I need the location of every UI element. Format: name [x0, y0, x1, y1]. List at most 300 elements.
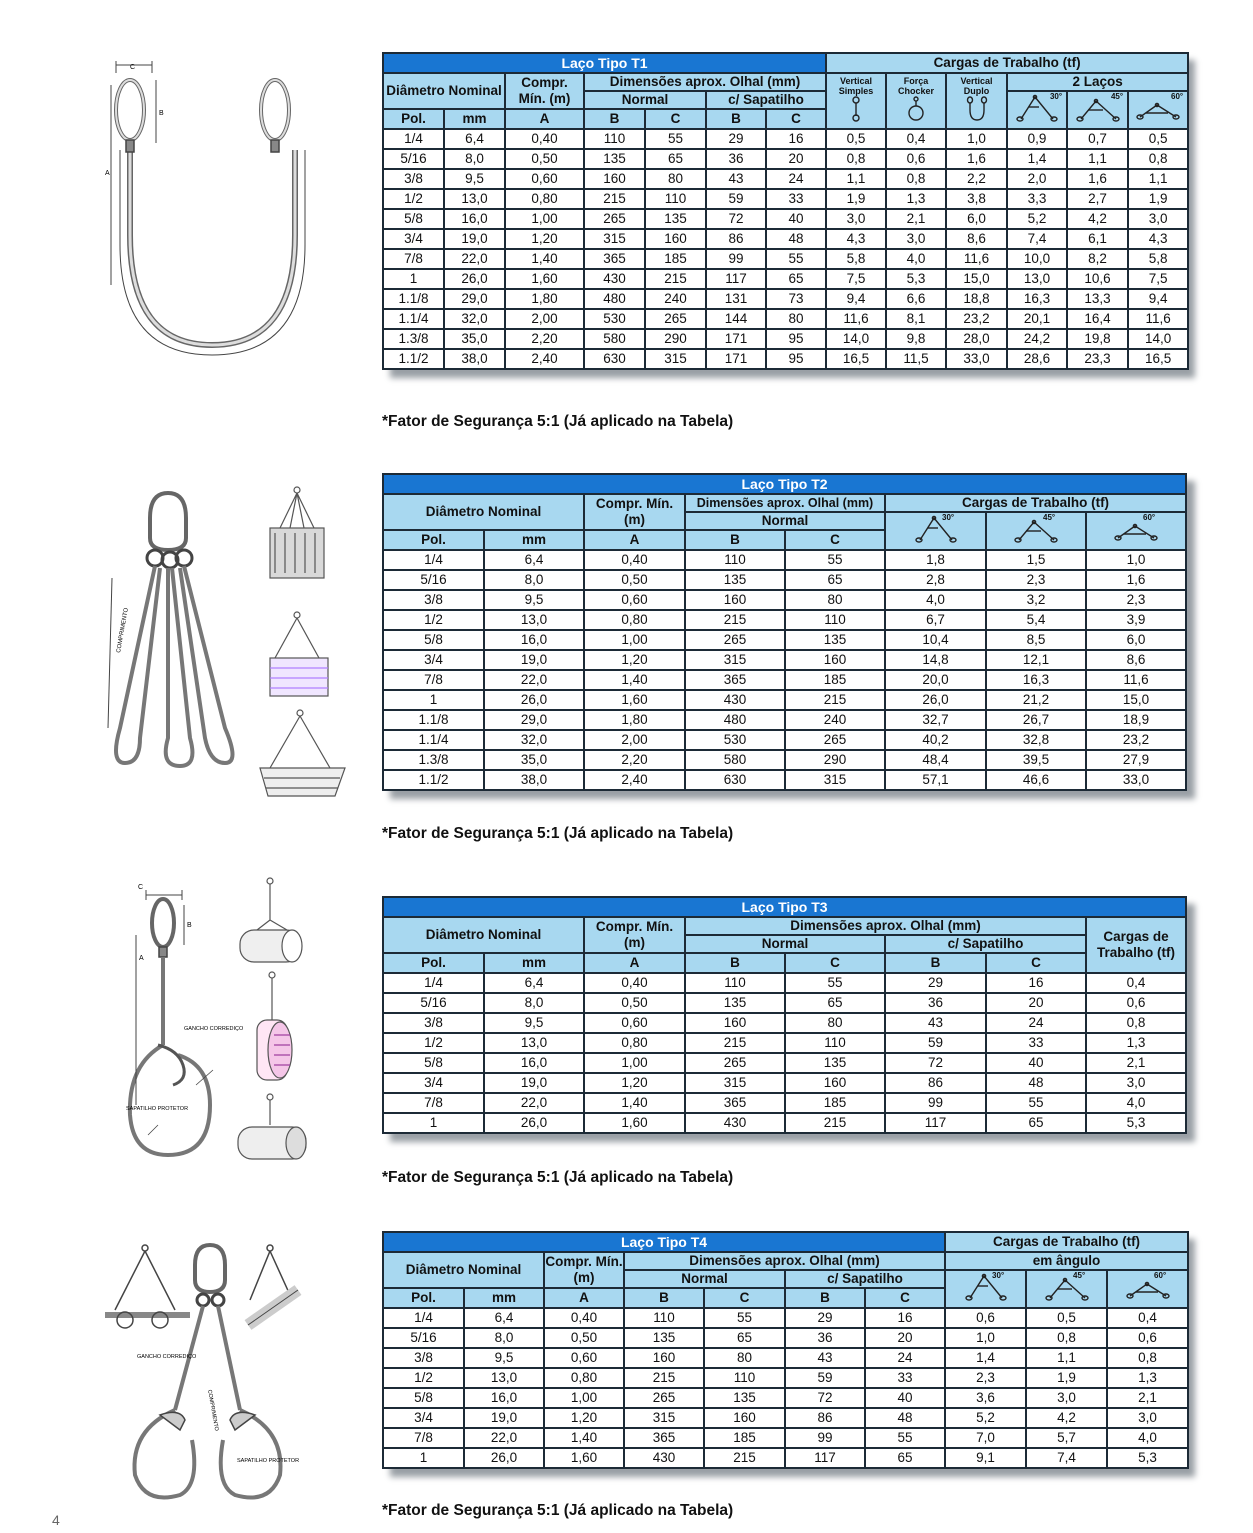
table-cell: 40 [986, 1053, 1086, 1073]
t4-diametro-header: Diâmetro Nominal [383, 1252, 544, 1288]
table-cell: 185 [785, 1093, 885, 1113]
table-cell: 0,60 [544, 1348, 624, 1368]
table-row [383, 289, 1188, 309]
t3-col-a: A [584, 953, 685, 973]
table-cell: 8,0 [484, 570, 584, 590]
table-cell: 19,0 [484, 1073, 584, 1093]
table-row [383, 550, 1186, 570]
table-cell: 13,0 [484, 610, 584, 630]
table-cell: 3/8 [383, 169, 444, 189]
table-cell: 40 [865, 1388, 945, 1408]
table-cell: 1.1/2 [383, 349, 444, 369]
table-cell: 6,4 [484, 550, 584, 570]
table-cell: 1,60 [584, 1113, 685, 1133]
table-cell: 5,3 [1107, 1448, 1188, 1468]
t1-label-a: A [105, 170, 110, 177]
table-cell: 86 [706, 229, 766, 249]
table-cell: 12,1 [986, 650, 1086, 670]
table-cell: 40 [766, 209, 826, 229]
table-row [383, 770, 1186, 790]
t3-dimensoes-header: Dimensões aprox. Olhal (mm) [685, 917, 1086, 935]
table-cell: 365 [584, 249, 645, 269]
t2-col-mm: mm [484, 530, 584, 550]
table-cell: 35,0 [484, 750, 584, 770]
table-cell: 1/4 [383, 129, 444, 149]
t4-title: Laço Tipo T4 [383, 1232, 945, 1252]
t4-body [383, 1308, 1188, 1468]
table-cell: 3/4 [383, 1408, 464, 1428]
t1-col-b: B [584, 109, 645, 129]
table-cell: 39,5 [986, 750, 1086, 770]
t3-table [382, 896, 1187, 1134]
table-cell: 3,0 [886, 229, 946, 249]
table-cell: 6,6 [886, 289, 946, 309]
table-cell: 315 [785, 770, 885, 790]
table-cell: 2,1 [1086, 1053, 1186, 1073]
table-cell: 5,4 [986, 610, 1086, 630]
table-cell: 185 [785, 670, 885, 690]
table-cell: 55 [986, 1093, 1086, 1113]
table-cell: 16 [865, 1308, 945, 1328]
table-cell: 6,0 [946, 209, 1007, 229]
table-cell: 0,4 [886, 129, 946, 149]
table-cell: 240 [785, 710, 885, 730]
table-cell: 160 [704, 1408, 785, 1428]
t4-safety-note: *Fator de Segurança 5:1 (Já aplicado na Tabela) [382, 1502, 734, 1519]
table-cell: 5,8 [1128, 249, 1188, 269]
table-cell: 3,0 [1026, 1388, 1107, 1408]
t3-compr-header: Compr. Mín. (m) [584, 917, 685, 953]
vertical-simples-icon [846, 96, 866, 122]
t2-col-c: C [785, 530, 885, 550]
table-cell: 2,8 [885, 570, 986, 590]
table-cell: 1,1 [1026, 1348, 1107, 1368]
table-cell: 0,80 [505, 189, 584, 209]
table-row [383, 1033, 1186, 1053]
table-cell: 9,5 [484, 1013, 584, 1033]
table-cell: 1,60 [544, 1448, 624, 1468]
t4-label-sapatilho: SAPATILHO PROTETOR [237, 1458, 300, 1464]
table-cell: 65 [704, 1328, 785, 1348]
table-cell: 7,4 [1026, 1448, 1107, 1468]
table-cell: 80 [645, 169, 706, 189]
table-cell: 0,8 [1128, 149, 1188, 169]
t2-angle-60: 60° [1086, 512, 1186, 550]
t2-dimensoes-header: Dimensões aprox. Olhal (mm) [685, 494, 885, 512]
table-cell: 480 [584, 289, 645, 309]
table-cell: 3/4 [383, 229, 444, 249]
t3-normal-header: Normal [685, 935, 885, 953]
table-cell: 5/16 [383, 149, 444, 169]
table-cell: 99 [885, 1093, 986, 1113]
table-cell: 24,2 [1007, 329, 1067, 349]
t1-angle-30: 30° [1007, 91, 1067, 129]
table-cell: 1 [383, 1448, 464, 1468]
table-cell: 59 [885, 1033, 986, 1053]
t1-label-b: B [159, 110, 164, 117]
table-row [383, 129, 1188, 149]
table-cell: 1,9 [1128, 189, 1188, 209]
table-cell: 1.1/8 [383, 710, 484, 730]
table-cell: 13,0 [444, 189, 505, 209]
t1-vertical-simples: Vertical Simples [826, 73, 886, 129]
table-cell: 9,5 [484, 590, 584, 610]
table-row [383, 249, 1188, 269]
table-cell: 16,0 [464, 1388, 544, 1408]
t4-angle-30: 30° [945, 1270, 1026, 1308]
table-cell: 110 [704, 1368, 785, 1388]
table-cell: 55 [785, 550, 885, 570]
table-cell: 5,8 [826, 249, 886, 269]
table-cell: 1,40 [505, 249, 584, 269]
table-cell: 11,6 [1128, 309, 1188, 329]
table-cell: 29 [706, 129, 766, 149]
table-cell: 365 [685, 1093, 785, 1113]
table-cell: 11,5 [886, 349, 946, 369]
table-cell: 365 [685, 670, 785, 690]
table-cell: 110 [785, 610, 885, 630]
table-cell: 16 [986, 973, 1086, 993]
table-cell: 55 [766, 249, 826, 269]
table-row [383, 730, 1186, 750]
table-cell: 8,2 [1067, 249, 1128, 269]
table-cell: 10,4 [885, 630, 986, 650]
table-cell: 135 [785, 630, 885, 650]
table-row [383, 1013, 1186, 1033]
table-cell: 1,1 [1128, 169, 1188, 189]
table-cell: 135 [584, 149, 645, 169]
t2-col-a: A [584, 530, 685, 550]
table-cell: 1,3 [1086, 1033, 1186, 1053]
table-cell: 65 [865, 1448, 945, 1468]
table-cell: 160 [785, 650, 885, 670]
table-cell: 1/2 [383, 189, 444, 209]
table-cell: 1/4 [383, 1308, 464, 1328]
table-cell: 29,0 [444, 289, 505, 309]
table-cell: 1,0 [945, 1328, 1026, 1348]
table-cell: 135 [785, 1053, 885, 1073]
table-cell: 630 [685, 770, 785, 790]
table-cell: 38,0 [484, 770, 584, 790]
table-cell: 160 [584, 169, 645, 189]
table-cell: 19,0 [444, 229, 505, 249]
table-cell: 15,0 [946, 269, 1007, 289]
table-cell: 430 [584, 269, 645, 289]
table-cell: 315 [685, 650, 785, 670]
table-cell: 21,2 [986, 690, 1086, 710]
table-cell: 1/2 [383, 1033, 484, 1053]
table-cell: 80 [766, 309, 826, 329]
t1-compr-header: Compr. Mín. (m) [505, 73, 584, 109]
table-row [383, 1368, 1188, 1388]
t4-cargas-header: Cargas de Trabalho (tf) [945, 1232, 1188, 1252]
table-cell: 630 [584, 349, 645, 369]
t3-col-c: C [785, 953, 885, 973]
t2-title: Laço Tipo T2 [383, 474, 1186, 494]
table-cell: 1,3 [886, 189, 946, 209]
t3-label-a: A [139, 955, 144, 962]
table-cell: 20 [986, 993, 1086, 1013]
table-cell: 110 [685, 550, 785, 570]
table-cell: 95 [766, 329, 826, 349]
table-cell: 0,80 [584, 1033, 685, 1053]
table-cell: 8,0 [484, 993, 584, 1013]
table-cell: 160 [685, 590, 785, 610]
t4-col-pol: Pol. [383, 1288, 464, 1308]
table-cell: 33,0 [1086, 770, 1186, 790]
table-cell: 1,6 [946, 149, 1007, 169]
table-cell: 290 [785, 750, 885, 770]
table-cell: 80 [785, 1013, 885, 1033]
t4-dimensoes-header: Dimensões aprox. Olhal (mm) [624, 1252, 945, 1270]
table-cell: 1/2 [383, 1368, 464, 1388]
table-cell: 215 [624, 1368, 704, 1388]
table-cell: 3/4 [383, 650, 484, 670]
table-row [383, 973, 1186, 993]
table-cell: 1,9 [826, 189, 886, 209]
table-cell: 72 [785, 1388, 865, 1408]
table-row [383, 993, 1186, 1013]
table-cell: 2,2 [946, 169, 1007, 189]
table-cell: 2,40 [584, 770, 685, 790]
t1-col-pol: Pol. [383, 109, 444, 129]
t2-table [382, 473, 1187, 791]
table-cell: 7/8 [383, 249, 444, 269]
table-cell: 3,9 [1086, 610, 1186, 630]
table-cell: 1,20 [584, 1073, 685, 1093]
table-cell: 16,0 [444, 209, 505, 229]
t3-cargas-header: Cargas de Trabalho (tf) [1086, 917, 1186, 973]
table-cell: 18,9 [1086, 710, 1186, 730]
table-cell: 1,1 [826, 169, 886, 189]
table-cell: 0,60 [505, 169, 584, 189]
table-cell: 10,0 [1007, 249, 1067, 269]
table-row [383, 1308, 1188, 1328]
table-cell: 430 [685, 1113, 785, 1133]
table-cell: 33 [986, 1033, 1086, 1053]
t2-normal-header: Normal [685, 512, 885, 530]
table-cell: 160 [685, 1013, 785, 1033]
table-cell: 9,5 [464, 1348, 544, 1368]
table-cell: 265 [685, 630, 785, 650]
table-cell: 0,5 [826, 129, 886, 149]
table-cell: 55 [865, 1428, 945, 1448]
table-cell: 24 [986, 1013, 1086, 1033]
table-cell: 2,3 [945, 1368, 1026, 1388]
table-cell: 1.1/4 [383, 309, 444, 329]
table-cell: 59 [706, 189, 766, 209]
table-cell: 290 [645, 329, 706, 349]
table-cell: 0,50 [584, 570, 685, 590]
table-cell: 265 [584, 209, 645, 229]
table-cell: 33 [766, 189, 826, 209]
table-cell: 65 [645, 149, 706, 169]
table-cell: 35,0 [444, 329, 505, 349]
table-cell: 0,40 [505, 129, 584, 149]
table-cell: 24 [865, 1348, 945, 1368]
table-cell: 215 [584, 189, 645, 209]
table-cell: 24 [766, 169, 826, 189]
table-cell: 265 [624, 1388, 704, 1408]
table-cell: 580 [584, 329, 645, 349]
t1-col-mm: mm [444, 109, 505, 129]
table-row [383, 1408, 1188, 1428]
table-row [383, 149, 1188, 169]
table-row [383, 570, 1186, 590]
table-cell: 48 [766, 229, 826, 249]
table-cell: 1 [383, 1113, 484, 1133]
table-cell: 48 [986, 1073, 1086, 1093]
table-cell: 7/8 [383, 1428, 464, 1448]
t1-cargas-header: Cargas de Trabalho (tf) [826, 53, 1188, 73]
table-cell: 1 [383, 690, 484, 710]
t1-col-c-sap: C [766, 109, 826, 129]
table-cell: 3,0 [826, 209, 886, 229]
table-cell: 7,5 [1128, 269, 1188, 289]
table-cell: 1/4 [383, 973, 484, 993]
t4-table [382, 1231, 1187, 1469]
table-row [383, 1328, 1188, 1348]
table-cell: 48 [865, 1408, 945, 1428]
table-cell: 10,6 [1067, 269, 1128, 289]
table-cell: 3,6 [945, 1388, 1026, 1408]
t3-label-c: C [138, 884, 144, 891]
t4-col-mm: mm [464, 1288, 544, 1308]
table-cell: 0,40 [584, 550, 685, 570]
table-cell: 1,40 [584, 1093, 685, 1113]
table-cell: 1,40 [544, 1428, 624, 1448]
t1-safety-note: *Fator de Segurança 5:1 (Já aplicado na Tabela) [382, 413, 734, 430]
table-cell: 11,6 [946, 249, 1007, 269]
table-cell: 28,6 [1007, 349, 1067, 369]
table-cell: 55 [645, 129, 706, 149]
t1-col-c: C [645, 109, 706, 129]
table-cell: 19,8 [1067, 329, 1128, 349]
table-cell: 215 [704, 1448, 785, 1468]
t4-sapatilho-header: c/ Sapatilho [785, 1270, 945, 1288]
table-cell: 1/2 [383, 610, 484, 630]
table-cell: 22,0 [484, 670, 584, 690]
table-cell: 6,4 [484, 973, 584, 993]
table-cell: 365 [624, 1428, 704, 1448]
t4-col-c: C [704, 1288, 785, 1308]
table-cell: 16,5 [826, 349, 886, 369]
table-cell: 86 [785, 1408, 865, 1428]
table-cell: 530 [685, 730, 785, 750]
t2-safety-note: *Fator de Segurança 5:1 (Já aplicado na Tabela) [382, 825, 734, 842]
table-cell: 20 [766, 149, 826, 169]
table-cell: 23,2 [1086, 730, 1186, 750]
t2-label-comprimento: COMPRIMENTO [116, 607, 130, 654]
table-cell: 14,0 [1128, 329, 1188, 349]
table-cell: 2,3 [986, 570, 1086, 590]
table-cell: 40,2 [885, 730, 986, 750]
t1-dimensoes-header: Dimensões aprox. Olhal (mm) [584, 73, 826, 91]
table-cell: 26,0 [464, 1448, 544, 1468]
table-cell: 20,0 [885, 670, 986, 690]
table-cell: 7/8 [383, 670, 484, 690]
t3-col-b-sap: B [885, 953, 986, 973]
table-cell: 265 [785, 730, 885, 750]
table-cell: 5/8 [383, 630, 484, 650]
table-cell: 185 [645, 249, 706, 269]
table-cell: 14,8 [885, 650, 986, 670]
table-cell: 43 [785, 1348, 865, 1368]
t2-sling-illustration [100, 478, 360, 808]
table-cell: 265 [685, 1053, 785, 1073]
table-cell: 1,4 [945, 1348, 1026, 1368]
table-cell: 4,2 [1026, 1408, 1107, 1428]
table-cell: 315 [584, 229, 645, 249]
table-row [383, 229, 1188, 249]
table-cell: 33,0 [946, 349, 1007, 369]
table-cell: 86 [885, 1073, 986, 1093]
table-cell: 1,6 [1067, 169, 1128, 189]
table-cell: 1,80 [505, 289, 584, 309]
table-cell: 110 [685, 973, 785, 993]
t2-compr-header: Compr. Mín. (m) [584, 494, 685, 530]
table-cell: 0,9 [1007, 129, 1067, 149]
table-cell: 1,60 [505, 269, 584, 289]
t4-sling-illustration [100, 1240, 315, 1520]
table-cell: 1,00 [544, 1388, 624, 1408]
table-cell: 2,1 [1107, 1388, 1188, 1408]
table-cell: 11,6 [1086, 670, 1186, 690]
table-cell: 5/16 [383, 1328, 464, 1348]
table-cell: 144 [706, 309, 766, 329]
table-cell: 32,7 [885, 710, 986, 730]
t1-table [382, 52, 1187, 370]
table-cell: 8,5 [986, 630, 1086, 650]
table-cell: 0,40 [544, 1308, 624, 1328]
table-cell: 240 [645, 289, 706, 309]
table-cell: 0,5 [1128, 129, 1188, 149]
t1-vertical-duplo: Vertical Duplo [946, 73, 1007, 129]
table-cell: 95 [766, 349, 826, 369]
table-cell: 55 [785, 973, 885, 993]
table-cell: 2,0 [1007, 169, 1067, 189]
table-row [383, 1073, 1186, 1093]
table-cell: 110 [645, 189, 706, 209]
t4-col-b: B [624, 1288, 704, 1308]
table-cell: 135 [645, 209, 706, 229]
table-cell: 1,60 [584, 690, 685, 710]
t4-em-angulo-header: em ângulo [945, 1252, 1188, 1270]
table-cell: 117 [706, 269, 766, 289]
table-cell: 16,3 [986, 670, 1086, 690]
table-cell: 160 [624, 1348, 704, 1368]
table-cell: 110 [785, 1033, 885, 1053]
table-row [383, 1448, 1188, 1468]
t4-col-a: A [544, 1288, 624, 1308]
table-cell: 1,3 [1107, 1368, 1188, 1388]
table-cell: 2,20 [584, 750, 685, 770]
table-row [383, 630, 1186, 650]
t3-title: Laço Tipo T3 [383, 897, 1186, 917]
table-cell: 65 [986, 1113, 1086, 1133]
table-cell: 135 [704, 1388, 785, 1408]
table-cell: 80 [785, 590, 885, 610]
table-row [383, 349, 1188, 369]
table-cell: 36 [885, 993, 986, 1013]
table-cell: 0,60 [584, 1013, 685, 1033]
table-cell: 1,20 [505, 229, 584, 249]
table-cell: 36 [706, 149, 766, 169]
table-cell: 5/8 [383, 1053, 484, 1073]
table-cell: 0,8 [1026, 1328, 1107, 1348]
table-cell: 215 [685, 1033, 785, 1053]
table-cell: 171 [706, 329, 766, 349]
